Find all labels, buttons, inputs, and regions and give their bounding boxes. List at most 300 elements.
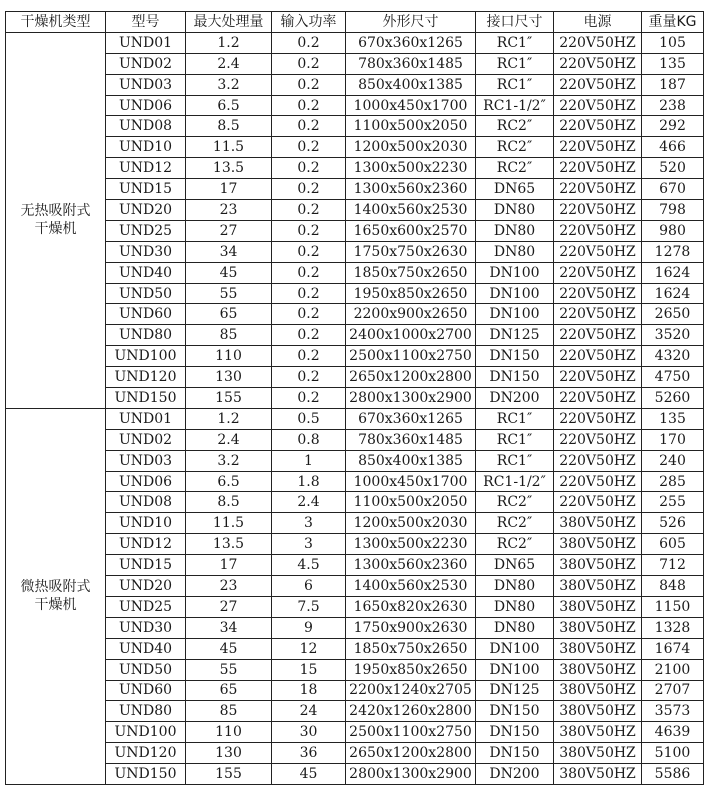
cell-dimensions: 2500x1100x2750: [346, 722, 476, 743]
cell-model: UND40: [106, 638, 186, 659]
cell-connection-size: RC2″: [476, 492, 554, 513]
cell-power-supply: 220V50HZ: [554, 346, 642, 367]
cell-input-power: 2.4: [272, 492, 346, 513]
cell-input-power: 4.5: [272, 555, 346, 576]
cell-weight: 5100: [642, 743, 704, 764]
cell-power-supply: 220V50HZ: [554, 179, 642, 200]
table-row: [6, 74, 704, 95]
cell-model: UND25: [106, 596, 186, 617]
cell-power-supply: 380V50HZ: [554, 764, 642, 785]
cell-input-power: 0.2: [272, 325, 346, 346]
cell-model: UND25: [106, 220, 186, 241]
cell-input-power: 12: [272, 638, 346, 659]
cell-model: UND01: [106, 32, 186, 53]
header-dryer-type: 干燥机类型: [6, 12, 106, 33]
cell-model: UND100: [106, 722, 186, 743]
table-row: [6, 158, 704, 179]
cell-max-capacity: 3.2: [186, 450, 272, 471]
cell-connection-size: RC2″: [476, 513, 554, 534]
cell-weight: 605: [642, 534, 704, 555]
cell-dimensions: 850x400x1385: [346, 450, 476, 471]
cell-connection-size: RC2″: [476, 534, 554, 555]
cell-max-capacity: 8.5: [186, 492, 272, 513]
table-row: [6, 95, 704, 116]
cell-connection-size: RC1″: [476, 32, 554, 53]
cell-dimensions: 1750x900x2630: [346, 617, 476, 638]
cell-input-power: 7.5: [272, 596, 346, 617]
cell-max-capacity: 155: [186, 388, 272, 409]
table-row: [6, 304, 704, 325]
cell-weight: 520: [642, 158, 704, 179]
cell-weight: 1674: [642, 638, 704, 659]
cell-power-supply: 220V50HZ: [554, 32, 642, 53]
dryer-type-label: 干燥机: [34, 221, 77, 238]
cell-connection-size: DN100: [476, 638, 554, 659]
cell-weight: 4320: [642, 346, 704, 367]
cell-weight: 466: [642, 137, 704, 158]
table-row: [6, 617, 704, 638]
cell-power-supply: 220V50HZ: [554, 95, 642, 116]
cell-max-capacity: 1.2: [186, 32, 272, 53]
cell-connection-size: RC1″: [476, 53, 554, 74]
cell-weight: 292: [642, 116, 704, 137]
cell-dimensions: 1300x560x2360: [346, 179, 476, 200]
cell-power-supply: 380V50HZ: [554, 659, 642, 680]
table-row: [6, 388, 704, 409]
cell-input-power: 0.2: [272, 200, 346, 221]
cell-input-power: 3: [272, 534, 346, 555]
cell-power-supply: 220V50HZ: [554, 200, 642, 221]
table-row: [6, 116, 704, 137]
cell-input-power: 30: [272, 722, 346, 743]
cell-connection-size: RC1-1/2″: [476, 95, 554, 116]
cell-weight: 5260: [642, 388, 704, 409]
cell-power-supply: 380V50HZ: [554, 555, 642, 576]
table-row: [6, 32, 704, 53]
cell-weight: 105: [642, 32, 704, 53]
cell-weight: 255: [642, 492, 704, 513]
cell-power-supply: 380V50HZ: [554, 722, 642, 743]
cell-connection-size: DN150: [476, 367, 554, 388]
cell-input-power: 1: [272, 450, 346, 471]
cell-connection-size: DN200: [476, 764, 554, 785]
cell-connection-size: DN200: [476, 388, 554, 409]
cell-model: UND60: [106, 304, 186, 325]
cell-power-supply: 220V50HZ: [554, 53, 642, 74]
dryer-type-cell: [6, 408, 106, 784]
table-row: [6, 492, 704, 513]
header-model: 型号: [106, 12, 186, 33]
cell-power-supply: 220V50HZ: [554, 241, 642, 262]
table-row: [6, 471, 704, 492]
cell-model: UND40: [106, 262, 186, 283]
cell-weight: 3573: [642, 701, 704, 722]
cell-connection-size: RC2″: [476, 158, 554, 179]
cell-weight: 135: [642, 408, 704, 429]
cell-model: UND03: [106, 450, 186, 471]
header-input-power: 输入功率: [272, 12, 346, 33]
table-row: [6, 283, 704, 304]
cell-max-capacity: 55: [186, 283, 272, 304]
cell-max-capacity: 27: [186, 596, 272, 617]
cell-connection-size: DN80: [476, 220, 554, 241]
dryer-type-label: 干燥机: [34, 597, 77, 614]
cell-max-capacity: 65: [186, 680, 272, 701]
cell-weight: 848: [642, 576, 704, 597]
cell-power-supply: 220V50HZ: [554, 283, 642, 304]
cell-dimensions: 780x360x1485: [346, 429, 476, 450]
cell-max-capacity: 1.2: [186, 408, 272, 429]
table-row: [6, 346, 704, 367]
dryer-type-cell: [6, 32, 106, 408]
cell-max-capacity: 17: [186, 179, 272, 200]
cell-dimensions: 1400x560x2530: [346, 200, 476, 221]
cell-dimensions: 1750x750x2630: [346, 241, 476, 262]
cell-dimensions: 2800x1300x2900: [346, 388, 476, 409]
cell-max-capacity: 130: [186, 743, 272, 764]
table-row: [6, 764, 704, 785]
cell-power-supply: 380V50HZ: [554, 680, 642, 701]
table-row: [6, 262, 704, 283]
header-power-supply: 电源: [554, 12, 642, 33]
cell-model: UND12: [106, 158, 186, 179]
cell-input-power: 0.2: [272, 346, 346, 367]
cell-input-power: 0.2: [272, 116, 346, 137]
cell-dimensions: 1400x560x2530: [346, 576, 476, 597]
cell-power-supply: 380V50HZ: [554, 617, 642, 638]
cell-model: UND150: [106, 388, 186, 409]
table-row: [6, 179, 704, 200]
cell-model: UND150: [106, 764, 186, 785]
cell-input-power: 6: [272, 576, 346, 597]
cell-power-supply: 380V50HZ: [554, 743, 642, 764]
cell-connection-size: DN125: [476, 325, 554, 346]
cell-model: UND10: [106, 513, 186, 534]
cell-max-capacity: 110: [186, 722, 272, 743]
cell-power-supply: 220V50HZ: [554, 429, 642, 450]
table-row: [6, 53, 704, 74]
cell-connection-size: DN100: [476, 283, 554, 304]
cell-max-capacity: 23: [186, 200, 272, 221]
cell-max-capacity: 2.4: [186, 53, 272, 74]
table-row: [6, 450, 704, 471]
cell-weight: 3520: [642, 325, 704, 346]
cell-max-capacity: 6.5: [186, 95, 272, 116]
cell-input-power: 24: [272, 701, 346, 722]
cell-weight: 1624: [642, 262, 704, 283]
cell-power-supply: 220V50HZ: [554, 471, 642, 492]
cell-input-power: 0.2: [272, 74, 346, 95]
cell-input-power: 0.2: [272, 262, 346, 283]
cell-input-power: 36: [272, 743, 346, 764]
cell-model: UND80: [106, 701, 186, 722]
cell-power-supply: 220V50HZ: [554, 74, 642, 95]
cell-max-capacity: 85: [186, 325, 272, 346]
cell-max-capacity: 34: [186, 241, 272, 262]
cell-model: UND01: [106, 408, 186, 429]
cell-weight: 4639: [642, 722, 704, 743]
table-row: [6, 555, 704, 576]
cell-model: UND30: [106, 617, 186, 638]
cell-input-power: 18: [272, 680, 346, 701]
cell-input-power: 0.2: [272, 388, 346, 409]
cell-connection-size: RC1″: [476, 74, 554, 95]
cell-power-supply: 380V50HZ: [554, 638, 642, 659]
cell-model: UND08: [106, 492, 186, 513]
cell-power-supply: 380V50HZ: [554, 513, 642, 534]
dryer-type-label: 无热吸附式: [20, 203, 91, 220]
cell-dimensions: 670x360x1265: [346, 408, 476, 429]
cell-input-power: 0.2: [272, 179, 346, 200]
cell-dimensions: 1300x560x2360: [346, 555, 476, 576]
table-row: [6, 137, 704, 158]
cell-weight: 1150: [642, 596, 704, 617]
table-row: [6, 722, 704, 743]
cell-dimensions: 1000x450x1700: [346, 95, 476, 116]
cell-max-capacity: 3.2: [186, 74, 272, 95]
cell-model: UND20: [106, 576, 186, 597]
cell-dimensions: 1950x850x2650: [346, 283, 476, 304]
table-body: [6, 32, 704, 784]
table-row: [6, 576, 704, 597]
cell-dimensions: 1100x500x2050: [346, 492, 476, 513]
header-dimensions: 外形尺寸: [346, 12, 476, 33]
cell-weight: 980: [642, 220, 704, 241]
cell-power-supply: 380V50HZ: [554, 701, 642, 722]
cell-max-capacity: 13.5: [186, 534, 272, 555]
cell-power-supply: 220V50HZ: [554, 262, 642, 283]
cell-max-capacity: 110: [186, 346, 272, 367]
cell-weight: 670: [642, 179, 704, 200]
cell-weight: 1278: [642, 241, 704, 262]
cell-max-capacity: 17: [186, 555, 272, 576]
cell-input-power: 0.2: [272, 95, 346, 116]
cell-dimensions: 780x360x1485: [346, 53, 476, 74]
cell-input-power: 0.8: [272, 429, 346, 450]
cell-dimensions: 1200x500x2030: [346, 137, 476, 158]
cell-power-supply: 380V50HZ: [554, 534, 642, 555]
table-row: [6, 513, 704, 534]
cell-dimensions: 2650x1200x2800: [346, 367, 476, 388]
cell-power-supply: 220V50HZ: [554, 450, 642, 471]
cell-max-capacity: 13.5: [186, 158, 272, 179]
cell-weight: 240: [642, 450, 704, 471]
cell-weight: 5586: [642, 764, 704, 785]
cell-input-power: 3: [272, 513, 346, 534]
cell-model: UND02: [106, 429, 186, 450]
cell-weight: 2100: [642, 659, 704, 680]
cell-max-capacity: 2.4: [186, 429, 272, 450]
cell-max-capacity: 6.5: [186, 471, 272, 492]
cell-dimensions: 2650x1200x2800: [346, 743, 476, 764]
cell-connection-size: RC2″: [476, 137, 554, 158]
cell-power-supply: 220V50HZ: [554, 408, 642, 429]
cell-model: UND80: [106, 325, 186, 346]
cell-connection-size: DN80: [476, 617, 554, 638]
cell-model: UND30: [106, 241, 186, 262]
cell-power-supply: 220V50HZ: [554, 367, 642, 388]
cell-connection-size: DN100: [476, 659, 554, 680]
cell-dimensions: 2200x900x2650: [346, 304, 476, 325]
cell-model: UND02: [106, 53, 186, 74]
cell-power-supply: 220V50HZ: [554, 304, 642, 325]
cell-connection-size: DN100: [476, 262, 554, 283]
header-row: [6, 12, 704, 33]
cell-power-supply: 220V50HZ: [554, 116, 642, 137]
table-row: [6, 408, 704, 429]
cell-max-capacity: 11.5: [186, 513, 272, 534]
cell-input-power: 0.5: [272, 408, 346, 429]
cell-model: UND10: [106, 137, 186, 158]
cell-connection-size: RC1-1/2″: [476, 471, 554, 492]
cell-weight: 526: [642, 513, 704, 534]
cell-weight: 1624: [642, 283, 704, 304]
cell-dimensions: 1650x820x2630: [346, 596, 476, 617]
cell-power-supply: 220V50HZ: [554, 137, 642, 158]
cell-connection-size: DN150: [476, 722, 554, 743]
cell-dimensions: 2400x1000x2700: [346, 325, 476, 346]
cell-connection-size: DN125: [476, 680, 554, 701]
cell-dimensions: 1650x600x2570: [346, 220, 476, 241]
dryer-type-label: 微热吸附式: [20, 579, 91, 596]
header-max-capacity: 最大处理量: [186, 12, 272, 33]
cell-power-supply: 220V50HZ: [554, 220, 642, 241]
cell-connection-size: RC1″: [476, 429, 554, 450]
cell-input-power: 45: [272, 764, 346, 785]
cell-max-capacity: 23: [186, 576, 272, 597]
cell-model: UND120: [106, 743, 186, 764]
cell-model: UND06: [106, 95, 186, 116]
cell-weight: 135: [642, 53, 704, 74]
cell-input-power: 0.2: [272, 220, 346, 241]
cell-dimensions: 1850x750x2650: [346, 262, 476, 283]
cell-weight: 712: [642, 555, 704, 576]
cell-connection-size: DN150: [476, 743, 554, 764]
table-row: [6, 701, 704, 722]
cell-connection-size: DN65: [476, 179, 554, 200]
cell-max-capacity: 8.5: [186, 116, 272, 137]
cell-dimensions: 1000x450x1700: [346, 471, 476, 492]
cell-weight: 1328: [642, 617, 704, 638]
cell-dimensions: 2800x1300x2900: [346, 764, 476, 785]
table-row: [6, 534, 704, 555]
cell-max-capacity: 85: [186, 701, 272, 722]
cell-connection-size: DN80: [476, 576, 554, 597]
cell-dimensions: 850x400x1385: [346, 74, 476, 95]
cell-model: UND100: [106, 346, 186, 367]
cell-weight: 798: [642, 200, 704, 221]
table-row: [6, 367, 704, 388]
cell-power-supply: 220V50HZ: [554, 492, 642, 513]
table-row: [6, 429, 704, 450]
cell-input-power: 0.2: [272, 158, 346, 179]
cell-input-power: 1.8: [272, 471, 346, 492]
cell-dimensions: 2200x1240x2705: [346, 680, 476, 701]
cell-model: UND15: [106, 179, 186, 200]
cell-max-capacity: 130: [186, 367, 272, 388]
cell-connection-size: DN150: [476, 701, 554, 722]
cell-connection-size: RC1″: [476, 408, 554, 429]
cell-connection-size: DN100: [476, 304, 554, 325]
table-row: [6, 325, 704, 346]
table-row: [6, 680, 704, 701]
cell-input-power: 9: [272, 617, 346, 638]
cell-connection-size: DN80: [476, 200, 554, 221]
cell-power-supply: 220V50HZ: [554, 325, 642, 346]
cell-input-power: 0.2: [272, 283, 346, 304]
cell-dimensions: 2500x1100x2750: [346, 346, 476, 367]
cell-max-capacity: 55: [186, 659, 272, 680]
cell-dimensions: 670x360x1265: [346, 32, 476, 53]
cell-power-supply: 380V50HZ: [554, 596, 642, 617]
cell-dimensions: 1300x500x2230: [346, 534, 476, 555]
cell-weight: 238: [642, 95, 704, 116]
cell-input-power: 15: [272, 659, 346, 680]
cell-dimensions: 2420x1260x2800: [346, 701, 476, 722]
cell-input-power: 0.2: [272, 137, 346, 158]
cell-max-capacity: 27: [186, 220, 272, 241]
cell-dimensions: 1100x500x2050: [346, 116, 476, 137]
cell-connection-size: DN80: [476, 241, 554, 262]
cell-weight: 285: [642, 471, 704, 492]
dryer-spec-table: [5, 11, 704, 785]
cell-input-power: 0.2: [272, 53, 346, 74]
table-row: [6, 241, 704, 262]
cell-power-supply: 220V50HZ: [554, 158, 642, 179]
cell-model: UND50: [106, 659, 186, 680]
cell-connection-size: DN150: [476, 346, 554, 367]
cell-max-capacity: 45: [186, 638, 272, 659]
cell-max-capacity: 65: [186, 304, 272, 325]
cell-model: UND20: [106, 200, 186, 221]
cell-model: UND06: [106, 471, 186, 492]
cell-model: UND12: [106, 534, 186, 555]
cell-input-power: 0.2: [272, 241, 346, 262]
cell-dimensions: 1300x500x2230: [346, 158, 476, 179]
table-row: [6, 200, 704, 221]
cell-model: UND120: [106, 367, 186, 388]
cell-weight: 4750: [642, 367, 704, 388]
table-row: [6, 743, 704, 764]
cell-model: UND60: [106, 680, 186, 701]
table-row: [6, 659, 704, 680]
table-row: [6, 220, 704, 241]
cell-max-capacity: 11.5: [186, 137, 272, 158]
cell-input-power: 0.2: [272, 367, 346, 388]
cell-weight: 187: [642, 74, 704, 95]
cell-input-power: 0.2: [272, 32, 346, 53]
cell-input-power: 0.2: [272, 304, 346, 325]
header-weight: 重量KG: [642, 12, 704, 33]
cell-dimensions: 1200x500x2030: [346, 513, 476, 534]
cell-connection-size: DN80: [476, 596, 554, 617]
cell-connection-size: RC2″: [476, 116, 554, 137]
cell-dimensions: 1950x850x2650: [346, 659, 476, 680]
table-row: [6, 638, 704, 659]
cell-dimensions: 1850x750x2650: [346, 638, 476, 659]
cell-power-supply: 380V50HZ: [554, 576, 642, 597]
cell-weight: 170: [642, 429, 704, 450]
cell-max-capacity: 34: [186, 617, 272, 638]
cell-connection-size: RC1″: [476, 450, 554, 471]
cell-connection-size: DN65: [476, 555, 554, 576]
cell-model: UND03: [106, 74, 186, 95]
header-connection-size: 接口尺寸: [476, 12, 554, 33]
cell-weight: 2707: [642, 680, 704, 701]
cell-max-capacity: 45: [186, 262, 272, 283]
cell-weight: 2650: [642, 304, 704, 325]
cell-model: UND08: [106, 116, 186, 137]
